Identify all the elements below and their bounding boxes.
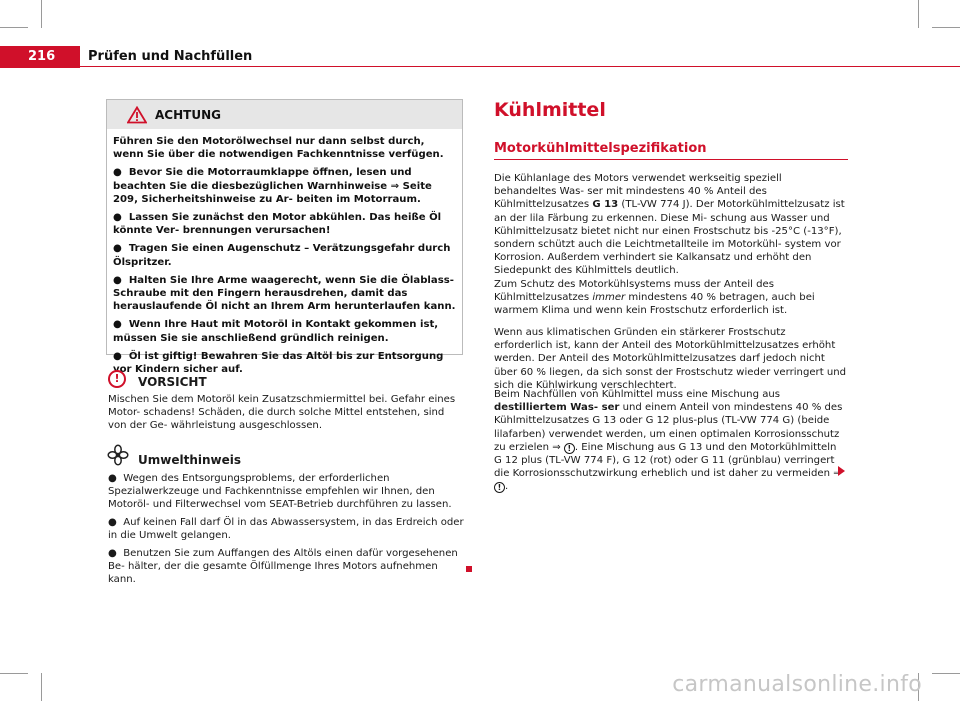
continue-arrow-icon bbox=[838, 466, 845, 476]
warning-item: ● Tragen Sie einen Augenschutz – Verätzungsgefahr durch Ölspritzer. bbox=[113, 243, 451, 268]
warning-item: ● Halten Sie Ihre Arme waagerecht, wenn Sie die Ölablass-Schraube mit den Fingern herausdrehen, damit das herauslaufende Öl nicht an Ihrem Arm herunterlaufen kann. bbox=[113, 274, 456, 313]
warning-triangle-icon bbox=[127, 106, 147, 124]
section-end-marker bbox=[466, 566, 472, 572]
paragraph: Wenn aus klimatischen Gründen ein stärkerer Frostschutz erforderlich ist, kann der Anteil des Motorkühlmittelzusatzes erhöht werden. Der Anteil des Motorkühlmittelzusatzes darf jedoch nicht über 60 % liegen, da sich sonst der Frostschutz wieder verringert und sich die Kühlwirkung verschlechtert. bbox=[494, 327, 847, 391]
crop-mark bbox=[932, 673, 960, 674]
crop-mark bbox=[0, 673, 28, 674]
crop-mark bbox=[41, 0, 42, 28]
running-header: Prüfen und Nachfüllen bbox=[88, 49, 253, 64]
crop-mark bbox=[918, 0, 919, 28]
warning-item: ● Wenn Ihre Haut mit Motoröl in Kontakt gekommen ist, müssen Sie sie anschließend gründlich reinigen. bbox=[113, 319, 439, 344]
header-rule bbox=[80, 66, 960, 67]
section-title: Kühlmittel bbox=[494, 99, 606, 121]
page-number: 216 bbox=[28, 49, 56, 64]
warning-box bbox=[106, 99, 463, 376]
paragraph: Zum Schutz des Motorkühlsystems muss der Anteil des Kühlmittelzusatzes immer mindestens 40 % betragen, auch bei warmem Klima und wenn kein Frostschutz erforderlich ist. bbox=[494, 279, 815, 317]
warning-header bbox=[107, 100, 462, 129]
warning-item: ● Bevor Sie die Motorraumklappe öffnen, lesen und beachten Sie die diesbezüglichen Warnhinweise ⇒ Seite 209, Sicherheitshinweise zu Ar- beiten im Motorraum. bbox=[113, 167, 432, 205]
subsection-rule bbox=[494, 159, 848, 160]
warning-item: ● Öl ist giftig! Bewahren Sie das Altöl bis zur Entsorgung vor Kindern sicher auf. bbox=[113, 350, 444, 376]
environment-item: ● Benutzen Sie zum Auffangen des Altöls einen dafür vorgesehenen Be- hälter, der die gesamte Ölfüllmenge Ihres Motors aufnehmen kann. bbox=[108, 548, 458, 586]
notice-title: VORSICHT bbox=[138, 375, 207, 389]
warning-item: ● Lassen Sie zunächst den Motor abkühlen. Das heiße Öl könnte Ver- brennungen verursachen! bbox=[113, 212, 442, 237]
warning-title: ACHTUNG bbox=[155, 108, 221, 122]
paragraph: Beim Nachfüllen von Kühlmittel muss eine Mischung aus destilliertem Was- ser und einem Anteil von mindestens 40 % des Kühlmittelzusatzes G 13 oder G 12 plus-plus (TL-VW 774 G) (beide lilafarben) verwendet werden, um einen optimalen Korrosionsschutz zu erzielen ⇒ ! . Eine Mischung aus G 13 und den Motorkühlmitteln G 12 plus (TL-VW 774 F), G 12 (rot) oder G 11 (grünblau) verringert die Korrosionsschutzwirkung erheblich und ist daher zu vermeiden ⇒ ! . bbox=[494, 389, 843, 493]
crop-mark bbox=[41, 673, 42, 701]
caution-reference-icon[interactable]: ! bbox=[494, 482, 505, 493]
environment-flower-icon bbox=[107, 444, 129, 466]
caution-circle-icon: ! bbox=[108, 370, 126, 388]
notice-text: Mischen Sie dem Motoröl kein Zusatzschmiermittel bei. Gefahr eines Motor- schadens! Schäden, die durch solche Mittel entstehen, sind von der Ge- währleistung ausgeschlossen. bbox=[108, 394, 456, 432]
environment-item: ● Auf keinen Fall darf Öl in das Abwassersystem, in das Erdreich oder in die Umwelt gelangen. bbox=[108, 517, 464, 542]
warning-intro: Führen Sie den Motorölwechsel nur dann selbst durch, wenn Sie über die notwendigen Fachkenntnisse verfügen. bbox=[113, 136, 444, 161]
watermark: carmanualsonline.info bbox=[672, 672, 922, 697]
paragraph: Die Kühlanlage des Motors verwendet werkseitig speziell behandeltes Was- ser mit mindestens 40 % Anteil des Kühlmittelzusatzes G 13 (TL-VW 774 J). Der Motorkühlmittelzusatz ist an der lila Färbung zu erkennen. Diese Mi- schung aus Wasser und Kühlmittelzusatz bietet nicht nur einen Frostschutz bis -25°C (-13°F), sondern schützt auch die Leichtmetallteile im Motorkühl- system vor Korrosion. Außerdem verhindert sie Kalkansatz und erhöht den Siedepunkt des Kühlmittels deutlich. bbox=[494, 173, 845, 277]
environment-title: Umwelthinweis bbox=[138, 453, 242, 467]
crop-mark bbox=[932, 27, 960, 28]
crop-mark bbox=[0, 27, 28, 28]
caution-reference-icon[interactable]: ! bbox=[564, 443, 575, 454]
subsection-title: Motorkühlmittelspezifikation bbox=[494, 141, 707, 156]
environment-item: ● Wegen des Entsorgungsproblems, der erforderlichen Spezialwerkzeuge und Fachkenntnisse empfehlen wir Ihnen, den Motoröl- und Filterwechsel vom SEAT-Betrieb durchführen zu lassen. bbox=[108, 473, 452, 511]
warning-body bbox=[107, 129, 462, 376]
